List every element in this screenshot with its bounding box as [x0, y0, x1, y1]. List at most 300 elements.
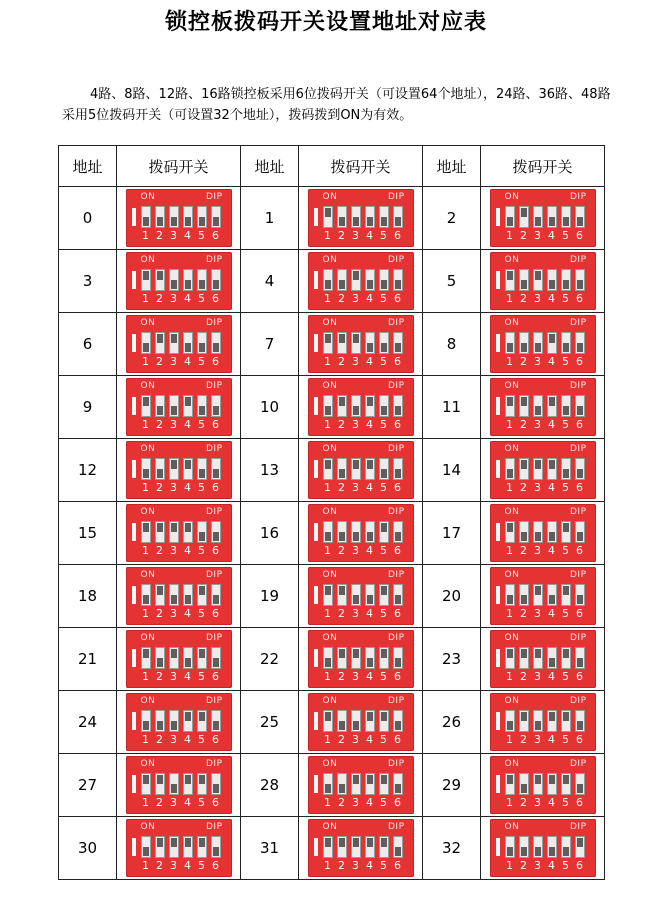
dip-position-number: 1 — [142, 418, 149, 431]
dip-position-number: 1 — [506, 859, 513, 872]
dip-toggle-5 — [197, 521, 207, 543]
dip-toggle-2 — [155, 773, 165, 795]
dip-on-label: ON — [504, 192, 520, 202]
dip-switch — [490, 630, 596, 688]
dip-position-number: 2 — [156, 355, 163, 368]
dip-cell — [299, 376, 423, 439]
dip-toggle-knob — [353, 721, 359, 730]
dip-cell — [299, 565, 423, 628]
dip-position-number: 4 — [184, 733, 191, 746]
dip-toggle-5 — [197, 773, 207, 795]
address-cell: 16 — [241, 502, 299, 565]
dip-toggle-2 — [337, 647, 347, 669]
dip-toggle-knob — [549, 658, 555, 667]
dip-position-number: 4 — [184, 670, 191, 683]
dip-toggle-1 — [141, 836, 151, 858]
dip-cell — [481, 376, 605, 439]
address-cell: 32 — [423, 817, 481, 880]
dip-position-number: 6 — [576, 859, 583, 872]
dip-position-number: 5 — [380, 481, 387, 494]
dip-label: DIP — [387, 759, 405, 769]
dip-toggle-knob — [577, 406, 583, 415]
dip-toggle-knob — [339, 586, 345, 595]
dip-toggle-2 — [155, 710, 165, 732]
dip-toggle-4 — [365, 269, 375, 291]
dip-position-number: 5 — [562, 418, 569, 431]
table-row — [59, 754, 605, 817]
dip-switch — [308, 189, 414, 247]
dip-cell — [117, 439, 241, 502]
dip-position-number: 3 — [170, 733, 177, 746]
dip-position-number: 3 — [352, 481, 359, 494]
dip-toggle-5 — [561, 647, 571, 669]
dip-edge-marker — [132, 208, 136, 226]
dip-toggle-knob — [521, 460, 527, 469]
dip-cell — [481, 502, 605, 565]
address-cell: 8 — [423, 313, 481, 376]
dip-position-number: 5 — [380, 859, 387, 872]
dip-toggle-4 — [547, 458, 557, 480]
dip-position-number: 5 — [198, 796, 205, 809]
dip-position-number: 3 — [534, 859, 541, 872]
dip-position-number: 6 — [212, 733, 219, 746]
dip-toggle-knob — [507, 271, 513, 280]
dip-toggle-5 — [197, 584, 207, 606]
dip-position-number: 3 — [352, 796, 359, 809]
dip-toggle-knob — [367, 397, 373, 406]
address-cell: 18 — [59, 565, 117, 628]
dip-switch — [126, 567, 232, 625]
dip-cell — [481, 691, 605, 754]
dip-toggle-6 — [393, 395, 403, 417]
dip-edge-marker — [314, 775, 318, 793]
dip-position-number: 6 — [394, 670, 401, 683]
dip-toggle-6 — [393, 647, 403, 669]
dip-position-number: 6 — [394, 481, 401, 494]
dip-toggle-knob — [157, 469, 163, 478]
address-cell: 19 — [241, 565, 299, 628]
dip-toggle-5 — [197, 395, 207, 417]
dip-switch — [308, 441, 414, 499]
dip-label: DIP — [569, 318, 587, 328]
dip-label: DIP — [387, 444, 405, 454]
dip-toggle-knob — [353, 838, 359, 847]
dip-toggle-knob — [213, 847, 219, 856]
dip-toggle-knob — [507, 397, 513, 406]
dip-toggle-knob — [395, 532, 401, 541]
dip-position-number: 1 — [506, 796, 513, 809]
dip-position-number: 3 — [170, 229, 177, 242]
dip-toggle-knob — [339, 838, 345, 847]
dip-toggle-2 — [337, 773, 347, 795]
dip-position-number: 1 — [506, 229, 513, 242]
dip-position-number: 6 — [576, 229, 583, 242]
dip-toggle-1 — [141, 584, 151, 606]
dip-cell — [481, 439, 605, 502]
dip-position-number: 4 — [548, 607, 555, 620]
dip-toggle-2 — [519, 710, 529, 732]
dip-toggle-knob — [563, 649, 569, 658]
dip-toggle-knob — [381, 217, 387, 226]
dip-toggle-6 — [211, 584, 221, 606]
dip-toggle-1 — [141, 269, 151, 291]
dip-toggle-knob — [157, 334, 163, 343]
dip-toggle-knob — [171, 280, 177, 289]
dip-toggle-4 — [547, 647, 557, 669]
dip-position-number: 4 — [548, 670, 555, 683]
dip-position-number: 5 — [562, 607, 569, 620]
dip-edge-marker — [496, 397, 500, 415]
dip-on-label: ON — [140, 759, 156, 769]
dip-edge-marker — [314, 334, 318, 352]
dip-toggle-3 — [533, 710, 543, 732]
dip-cell — [299, 439, 423, 502]
dip-toggle-3 — [351, 521, 361, 543]
dip-switch — [126, 441, 232, 499]
dip-toggle-knob — [325, 406, 331, 415]
dip-toggle-3 — [169, 458, 179, 480]
dip-position-number: 5 — [562, 292, 569, 305]
dip-toggle-knob — [157, 586, 163, 595]
dip-position-number: 3 — [352, 355, 359, 368]
dip-cell — [117, 502, 241, 565]
dip-toggle-4 — [183, 836, 193, 858]
dip-position-number: 2 — [520, 292, 527, 305]
dip-edge-marker — [314, 649, 318, 667]
dip-toggle-knob — [185, 712, 191, 721]
dip-toggle-5 — [197, 710, 207, 732]
dip-toggle-6 — [393, 521, 403, 543]
dip-toggle-knob — [185, 343, 191, 352]
dip-edge-marker — [496, 649, 500, 667]
dip-label: DIP — [205, 696, 223, 706]
dip-cell — [299, 691, 423, 754]
dip-toggle-knob — [549, 397, 555, 406]
header-dip-switch: 拨码开关 — [117, 146, 241, 187]
dip-toggle-knob — [157, 271, 163, 280]
dip-toggle-knob — [381, 523, 387, 532]
dip-toggle-knob — [353, 334, 359, 343]
dip-toggle-1 — [323, 458, 333, 480]
dip-toggle-1 — [323, 584, 333, 606]
dip-cell — [117, 313, 241, 376]
address-cell: 4 — [241, 250, 299, 313]
dip-position-number: 2 — [338, 355, 345, 368]
dip-toggle-knob — [185, 280, 191, 289]
dip-on-label: ON — [140, 381, 156, 391]
dip-toggle-4 — [365, 458, 375, 480]
dip-toggle-5 — [561, 206, 571, 228]
dip-toggle-5 — [561, 710, 571, 732]
dip-toggle-knob — [549, 280, 555, 289]
dip-position-number: 2 — [520, 796, 527, 809]
address-cell: 24 — [59, 691, 117, 754]
dip-toggle-5 — [561, 395, 571, 417]
dip-on-label: ON — [140, 255, 156, 265]
dip-on-label: ON — [322, 822, 338, 832]
dip-position-number: 1 — [142, 229, 149, 242]
dip-toggle-5 — [561, 521, 571, 543]
dip-on-label: ON — [140, 696, 156, 706]
dip-position-number: 6 — [394, 544, 401, 557]
dip-position-number: 2 — [520, 607, 527, 620]
dip-toggle-6 — [211, 332, 221, 354]
dip-position-number: 1 — [142, 670, 149, 683]
dip-position-number: 5 — [380, 670, 387, 683]
dip-toggle-knob — [563, 586, 569, 595]
dip-toggle-6 — [393, 332, 403, 354]
dip-toggle-knob — [563, 847, 569, 856]
dip-position-number: 6 — [212, 229, 219, 242]
dip-toggle-2 — [337, 269, 347, 291]
dip-toggle-knob — [185, 658, 191, 667]
dip-toggle-2 — [519, 269, 529, 291]
dip-position-number: 4 — [548, 229, 555, 242]
dip-toggle-5 — [561, 269, 571, 291]
dip-toggle-knob — [535, 649, 541, 658]
dip-toggle-knob — [325, 658, 331, 667]
dip-toggle-3 — [533, 773, 543, 795]
dip-cell — [481, 187, 605, 250]
dip-cell — [481, 628, 605, 691]
dip-toggle-3 — [169, 395, 179, 417]
dip-toggle-3 — [533, 836, 543, 858]
dip-toggle-2 — [519, 206, 529, 228]
dip-edge-marker — [314, 397, 318, 415]
dip-position-number: 4 — [548, 796, 555, 809]
dip-toggle-knob — [577, 280, 583, 289]
dip-toggle-6 — [575, 332, 585, 354]
dip-on-label: ON — [140, 570, 156, 580]
dip-position-number: 6 — [212, 418, 219, 431]
dip-position-number: 2 — [520, 544, 527, 557]
dip-toggle-knob — [199, 406, 205, 415]
dip-cell — [117, 628, 241, 691]
dip-position-number: 4 — [366, 796, 373, 809]
page-title: 锁控板拨码开关设置地址对应表 — [164, 9, 487, 35]
address-cell: 31 — [241, 817, 299, 880]
dip-toggle-5 — [197, 836, 207, 858]
dip-toggle-1 — [141, 647, 151, 669]
dip-toggle-5 — [379, 521, 389, 543]
dip-toggle-knob — [185, 523, 191, 532]
dip-toggle-knob — [577, 217, 583, 226]
dip-position-number: 4 — [184, 292, 191, 305]
dip-label: DIP — [569, 822, 587, 832]
dip-position-number: 4 — [184, 607, 191, 620]
dip-position-number: 6 — [576, 544, 583, 557]
dip-toggle-knob — [213, 469, 219, 478]
dip-toggle-knob — [353, 595, 359, 604]
dip-toggle-2 — [519, 332, 529, 354]
dip-label: DIP — [387, 822, 405, 832]
dip-position-number: 1 — [142, 292, 149, 305]
dip-toggle-5 — [379, 332, 389, 354]
dip-on-label: ON — [504, 570, 520, 580]
dip-toggle-knob — [535, 217, 541, 226]
dip-toggle-4 — [547, 395, 557, 417]
dip-toggle-2 — [519, 773, 529, 795]
dip-toggle-5 — [379, 269, 389, 291]
dip-toggle-knob — [199, 712, 205, 721]
dip-position-number: 1 — [324, 481, 331, 494]
dip-on-label: ON — [140, 822, 156, 832]
dip-label: DIP — [387, 633, 405, 643]
dip-switch — [126, 630, 232, 688]
dip-toggle-knob — [521, 343, 527, 352]
dip-position-number: 6 — [394, 418, 401, 431]
dip-toggle-1 — [323, 710, 333, 732]
dip-toggle-knob — [507, 595, 513, 604]
dip-toggle-knob — [395, 217, 401, 226]
dip-toggle-knob — [353, 532, 359, 541]
dip-toggle-knob — [157, 406, 163, 415]
dip-toggle-knob — [507, 217, 513, 226]
dip-position-number: 1 — [506, 670, 513, 683]
dip-toggle-1 — [141, 773, 151, 795]
dip-toggle-4 — [183, 521, 193, 543]
dip-toggle-knob — [367, 838, 373, 847]
dip-toggle-1 — [505, 269, 515, 291]
dip-toggle-knob — [521, 595, 527, 604]
dip-toggle-knob — [395, 595, 401, 604]
dip-toggle-1 — [141, 521, 151, 543]
dip-position-number: 3 — [352, 418, 359, 431]
dip-toggle-3 — [351, 206, 361, 228]
dip-position-number: 1 — [324, 418, 331, 431]
dip-toggle-4 — [547, 584, 557, 606]
dip-position-number: 2 — [338, 544, 345, 557]
dip-toggle-3 — [351, 458, 361, 480]
dip-toggle-knob — [521, 847, 527, 856]
dip-toggle-knob — [395, 406, 401, 415]
dip-position-number: 5 — [562, 229, 569, 242]
dip-toggle-4 — [547, 206, 557, 228]
dip-on-label: ON — [504, 318, 520, 328]
address-cell: 20 — [423, 565, 481, 628]
dip-toggle-4 — [365, 584, 375, 606]
dip-toggle-knob — [535, 460, 541, 469]
dip-edge-marker — [496, 586, 500, 604]
dip-toggle-4 — [183, 269, 193, 291]
dip-toggle-knob — [339, 469, 345, 478]
dip-switch — [126, 252, 232, 310]
dip-switch — [126, 756, 232, 814]
dip-position-number: 3 — [352, 607, 359, 620]
dip-position-number: 1 — [142, 859, 149, 872]
address-cell: 1 — [241, 187, 299, 250]
dip-toggle-3 — [533, 458, 543, 480]
dip-toggle-3 — [169, 521, 179, 543]
dip-position-number: 1 — [506, 418, 513, 431]
dip-toggle-5 — [197, 647, 207, 669]
dip-position-number: 2 — [156, 796, 163, 809]
dip-toggle-knob — [577, 532, 583, 541]
dip-switch — [126, 189, 232, 247]
dip-switch — [308, 630, 414, 688]
dip-toggle-2 — [519, 395, 529, 417]
dip-edge-marker — [314, 838, 318, 856]
address-cell: 23 — [423, 628, 481, 691]
dip-toggle-knob — [171, 838, 177, 847]
dip-edge-marker — [132, 271, 136, 289]
dip-on-label: ON — [322, 696, 338, 706]
dip-toggle-knob — [157, 658, 163, 667]
dip-position-number: 1 — [506, 733, 513, 746]
dip-position-number: 3 — [534, 733, 541, 746]
dip-toggle-6 — [575, 458, 585, 480]
dip-toggle-knob — [325, 280, 331, 289]
dip-position-number: 5 — [198, 733, 205, 746]
dip-position-number: 6 — [576, 670, 583, 683]
dip-position-number: 6 — [576, 355, 583, 368]
dip-toggle-knob — [171, 460, 177, 469]
header-dip-switch: 拨码开关 — [299, 146, 423, 187]
dip-position-number: 1 — [506, 607, 513, 620]
dip-cell — [481, 754, 605, 817]
address-cell: 0 — [59, 187, 117, 250]
dip-position-number: 6 — [212, 670, 219, 683]
dip-toggle-knob — [325, 712, 331, 721]
dip-on-label: ON — [504, 381, 520, 391]
dip-toggle-6 — [393, 206, 403, 228]
dip-toggle-3 — [351, 836, 361, 858]
dip-switch — [126, 693, 232, 751]
dip-toggle-knob — [507, 343, 513, 352]
dip-toggle-2 — [155, 332, 165, 354]
dip-label: DIP — [205, 507, 223, 517]
dip-toggle-knob — [339, 280, 345, 289]
dip-toggle-1 — [505, 710, 515, 732]
dip-toggle-knob — [157, 217, 163, 226]
dip-switch — [490, 378, 596, 436]
dip-toggle-knob — [549, 712, 555, 721]
dip-position-number: 2 — [156, 544, 163, 557]
dip-toggle-2 — [337, 836, 347, 858]
dip-toggle-knob — [381, 712, 387, 721]
dip-position-number: 4 — [184, 859, 191, 872]
dip-on-label: ON — [504, 822, 520, 832]
dip-toggle-6 — [393, 458, 403, 480]
dip-position-number: 3 — [170, 544, 177, 557]
dip-switch — [126, 819, 232, 877]
address-cell: 3 — [59, 250, 117, 313]
dip-position-number: 3 — [170, 670, 177, 683]
dip-position-number: 5 — [562, 355, 569, 368]
table-row — [59, 187, 605, 250]
dip-toggle-4 — [183, 458, 193, 480]
dip-toggle-3 — [169, 269, 179, 291]
dip-toggle-2 — [155, 206, 165, 228]
dip-edge-marker — [496, 334, 500, 352]
dip-toggle-knob — [353, 649, 359, 658]
dip-position-number: 2 — [156, 733, 163, 746]
dip-position-number: 6 — [212, 544, 219, 557]
dip-toggle-knob — [185, 397, 191, 406]
dip-toggle-knob — [143, 217, 149, 226]
dip-toggle-4 — [365, 332, 375, 354]
dip-toggle-2 — [519, 836, 529, 858]
dip-position-number: 4 — [184, 355, 191, 368]
dip-toggle-knob — [563, 523, 569, 532]
dip-toggle-knob — [143, 469, 149, 478]
dip-toggle-knob — [325, 334, 331, 343]
dip-toggle-knob — [367, 775, 373, 784]
dip-toggle-3 — [169, 773, 179, 795]
dip-toggle-knob — [199, 280, 205, 289]
dip-edge-marker — [132, 586, 136, 604]
dip-position-number: 5 — [562, 859, 569, 872]
